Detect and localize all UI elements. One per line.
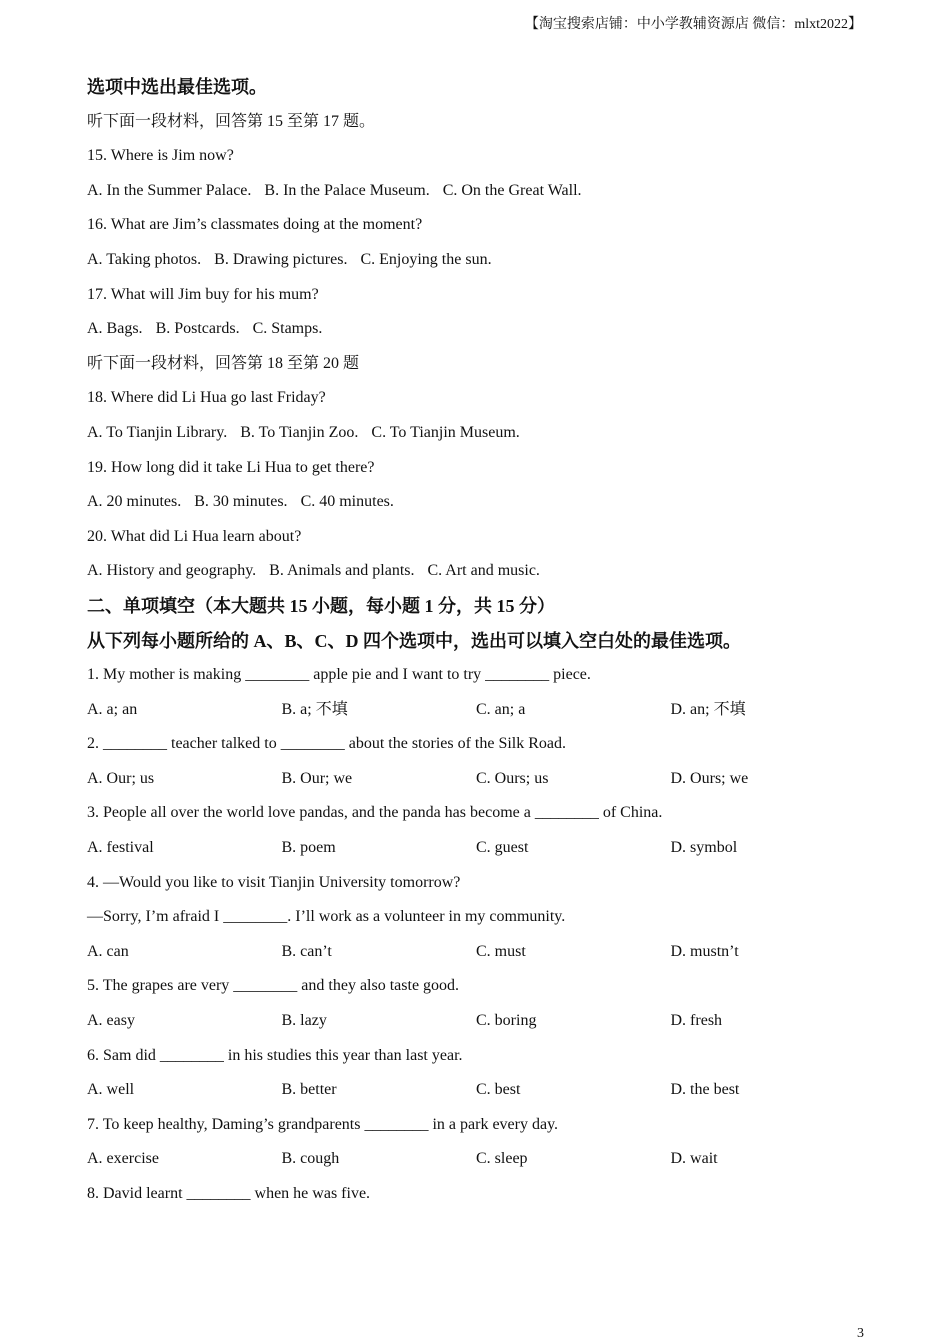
option-b: B. cough	[281, 1150, 340, 1168]
question-18: 18. Where did Li Hua go last Friday?	[87, 389, 326, 407]
group1-note: 听下面一段材料，回答第 15 至第 17 题。	[87, 112, 376, 130]
option-d: D. Ours; we	[670, 769, 749, 787]
option-a: A. festival	[87, 839, 154, 857]
option-d: D. an; 不填	[670, 700, 746, 718]
option-c: C. Art and music.	[427, 562, 540, 580]
question-6-options	[87, 1075, 877, 1110]
question-15-options	[87, 176, 877, 211]
question-15: 15. Where is Jim now?	[87, 147, 234, 165]
option-a: A. Bags.	[87, 320, 143, 338]
option-a: A. To Tianjin Library.	[87, 423, 228, 441]
question-5: 5. The grapes are very ________ and they also taste good.	[87, 977, 460, 995]
question-19: 19. How long did it take Li Hua to get there?	[87, 458, 375, 476]
option-d: D. wait	[670, 1150, 718, 1168]
option-b: B. Postcards.	[155, 320, 240, 338]
section1-instruction: 选项中选出最佳选项。	[87, 77, 267, 97]
question-4-options	[87, 937, 877, 972]
document-body	[87, 72, 877, 1214]
question-7: 7. To keep healthy, Daming’s grandparents ________ in a park every day.	[87, 1115, 559, 1133]
option-c: C. On the Great Wall.	[442, 181, 582, 199]
option-c: C. an; a	[476, 700, 526, 718]
question-19-options	[87, 487, 877, 522]
question-1-options	[87, 695, 877, 730]
question-7-options	[87, 1144, 877, 1179]
question-4: 4. —Would you like to visit Tianjin University tomorrow?	[87, 873, 461, 891]
option-a: A. Taking photos.	[87, 250, 202, 268]
option-a: A. well	[87, 1081, 135, 1099]
option-a: A. 20 minutes.	[87, 493, 182, 511]
option-b: B. Animals and plants.	[269, 562, 415, 580]
question-16: 16. What are Jim’s classmates doing at the moment?	[87, 216, 423, 234]
page-header: 【淘宝搜索店铺：中小学教辅资源店 微信：mlxt2022】	[524, 17, 862, 32]
question-4-response: —Sorry, I’m afraid I ________. I’ll work as a volunteer in my community.	[87, 908, 566, 926]
question-6: 6. Sam did ________ in his studies this year than last year.	[87, 1046, 463, 1064]
option-c: C. Stamps.	[252, 320, 323, 338]
option-b: B. lazy	[281, 1012, 327, 1030]
option-a: A. Our; us	[87, 769, 155, 787]
option-b: B. 30 minutes.	[194, 493, 288, 511]
option-c: C. Enjoying the sun.	[360, 250, 492, 268]
option-a: A. History and geography.	[87, 562, 257, 580]
question-18-options	[87, 418, 877, 453]
question-17-options	[87, 314, 877, 349]
option-c: C. must	[476, 942, 526, 960]
option-b: B. better	[281, 1081, 337, 1099]
option-a: A. easy	[87, 1012, 135, 1030]
option-b: B. poem	[281, 839, 336, 857]
option-b: B. In the Palace Museum.	[264, 181, 430, 199]
question-8: 8. David learnt ________ when he was five.	[87, 1185, 371, 1202]
question-3-options	[87, 833, 877, 868]
question-20-options	[87, 556, 877, 591]
option-c: C. boring	[476, 1012, 537, 1030]
section2-title: 二、单项填空（本大题共 15 小题，每小题 1 分，共 15 分）	[87, 595, 555, 616]
option-c: C. Ours; us	[476, 769, 549, 787]
option-d: D. the best	[670, 1081, 740, 1099]
option-a: A. In the Summer Palace.	[87, 181, 252, 199]
option-d: D. fresh	[670, 1012, 723, 1030]
option-b: B. Drawing pictures.	[214, 250, 348, 268]
question-3: 3. People all over the world love pandas, and the panda has become a ________ of China.	[87, 804, 663, 822]
section2-instruction: 从下列每小题所给的 A、B、C、D 四个选项中，选出可以填入空白处的最佳选项。	[87, 630, 741, 651]
option-a: A. can	[87, 942, 129, 960]
question-2: 2. ________ teacher talked to ________ about the stories of the Silk Road.	[87, 735, 567, 753]
option-b: B. a; 不填	[281, 700, 348, 718]
option-c: C. sleep	[476, 1150, 528, 1168]
option-b: B. To Tianjin Zoo.	[240, 423, 359, 441]
option-d: D. mustn’t	[670, 942, 739, 960]
group2-note: 听下面一段材料，回答第 18 至第 20 题	[87, 354, 360, 372]
question-1: 1. My mother is making ________ apple pie and I want to try ________ piece.	[87, 666, 591, 684]
option-d: D. symbol	[670, 839, 738, 857]
question-17: 17. What will Jim buy for his mum?	[87, 285, 319, 303]
option-c: C. To Tianjin Museum.	[371, 423, 520, 441]
option-c: C. 40 minutes.	[300, 493, 394, 511]
page-number: 3	[857, 1326, 864, 1341]
option-a: A. a; an	[87, 700, 138, 718]
option-b: B. can’t	[281, 942, 332, 960]
question-5-options	[87, 1006, 877, 1041]
option-b: B. Our; we	[281, 769, 353, 787]
option-a: A. exercise	[87, 1150, 159, 1168]
question-16-options	[87, 245, 877, 280]
option-c: C. best	[476, 1081, 521, 1099]
option-c: C. guest	[476, 839, 529, 857]
question-20: 20. What did Li Hua learn about?	[87, 527, 302, 545]
question-2-options	[87, 764, 877, 799]
